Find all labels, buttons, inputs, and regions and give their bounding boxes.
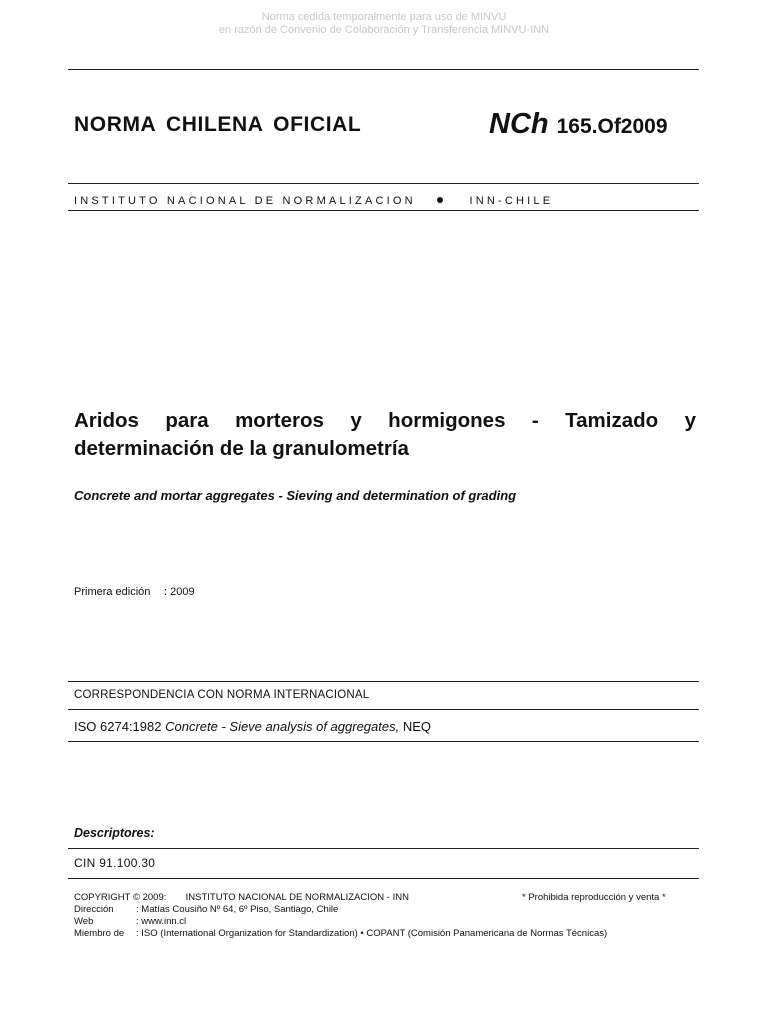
copyright-holder: INSTITUTO NACIONAL DE NORMALIZACION - INN [185,892,409,903]
member-line [74,928,607,940]
member-value: : ISO (International Organization for Standardization) • COPANT (Comisión Panamericana de Normas Técnicas) [136,928,608,939]
iso-title: Concrete - Sieve analysis of aggregates, [165,719,400,734]
institute-name: INSTITUTO NACIONAL DE NORMALIZACION [74,195,416,207]
correspondence-bottom-rule [68,741,699,742]
correspondence-reference [74,719,431,734]
institute-top-rule [68,183,699,184]
copyright-symbol: © [132,892,140,903]
watermark-line-2: en razón de Convenio de Colaboración y Transferencia MINVU-INN [218,24,550,36]
address-value: : Matías Cousiño Nº 64, 6º Piso, Santiago, Chile [136,904,339,915]
bullet-icon: ● [435,191,448,207]
copyright-label: COPYRIGHT [74,892,131,903]
footer-rule [68,878,699,879]
iso-number: ISO 6274:1982 [74,719,162,734]
nch-label: NCh [489,108,549,140]
watermark-line-1: Norma cedida temporalmente para uso de MINVU [261,11,507,23]
cin-code: CIN 91.100.30 [74,856,156,870]
institute-line [74,191,554,207]
copyright-year: 2009: [142,892,167,903]
standard-code [489,108,668,141]
correspondence-top-rule [68,681,699,682]
edition-line [74,586,195,598]
top-rule [68,69,699,70]
address-label: Dirección [74,904,114,915]
edition-value: : 2009 [164,586,195,598]
document-title: Aridos para morteros y hormigones - Tamizado y determinación de la granulometría [74,409,696,460]
equivalence: NEQ [402,719,432,734]
copyright-line [74,892,409,904]
correspondence-mid-rule [68,709,699,710]
web-line [74,916,186,928]
norma-heading: NORMA CHILENA OFICIAL [74,113,362,136]
watermark [0,11,768,37]
inn-chile: INN-CHILE [469,195,554,207]
address-line [74,904,338,916]
institute-bottom-rule [68,210,699,211]
correspondence-heading: CORRESPONDENCIA CON NORMA INTERNACIONAL [74,689,370,701]
web-link[interactable]: : www.inn.cl [136,916,187,927]
standard-number: 165.Of2009 [556,115,668,138]
edition-label: Primera edición [74,586,151,598]
document-title-english: Concrete and mortar aggregates - Sieving and determination of grading [74,488,517,503]
prohibited-notice: * Prohibida reproducción y venta * [522,892,666,903]
web-label: Web [74,916,94,927]
descriptors-rule [68,848,699,849]
descriptors-heading: Descriptores: [74,826,155,840]
member-label: Miembro de [74,928,125,939]
